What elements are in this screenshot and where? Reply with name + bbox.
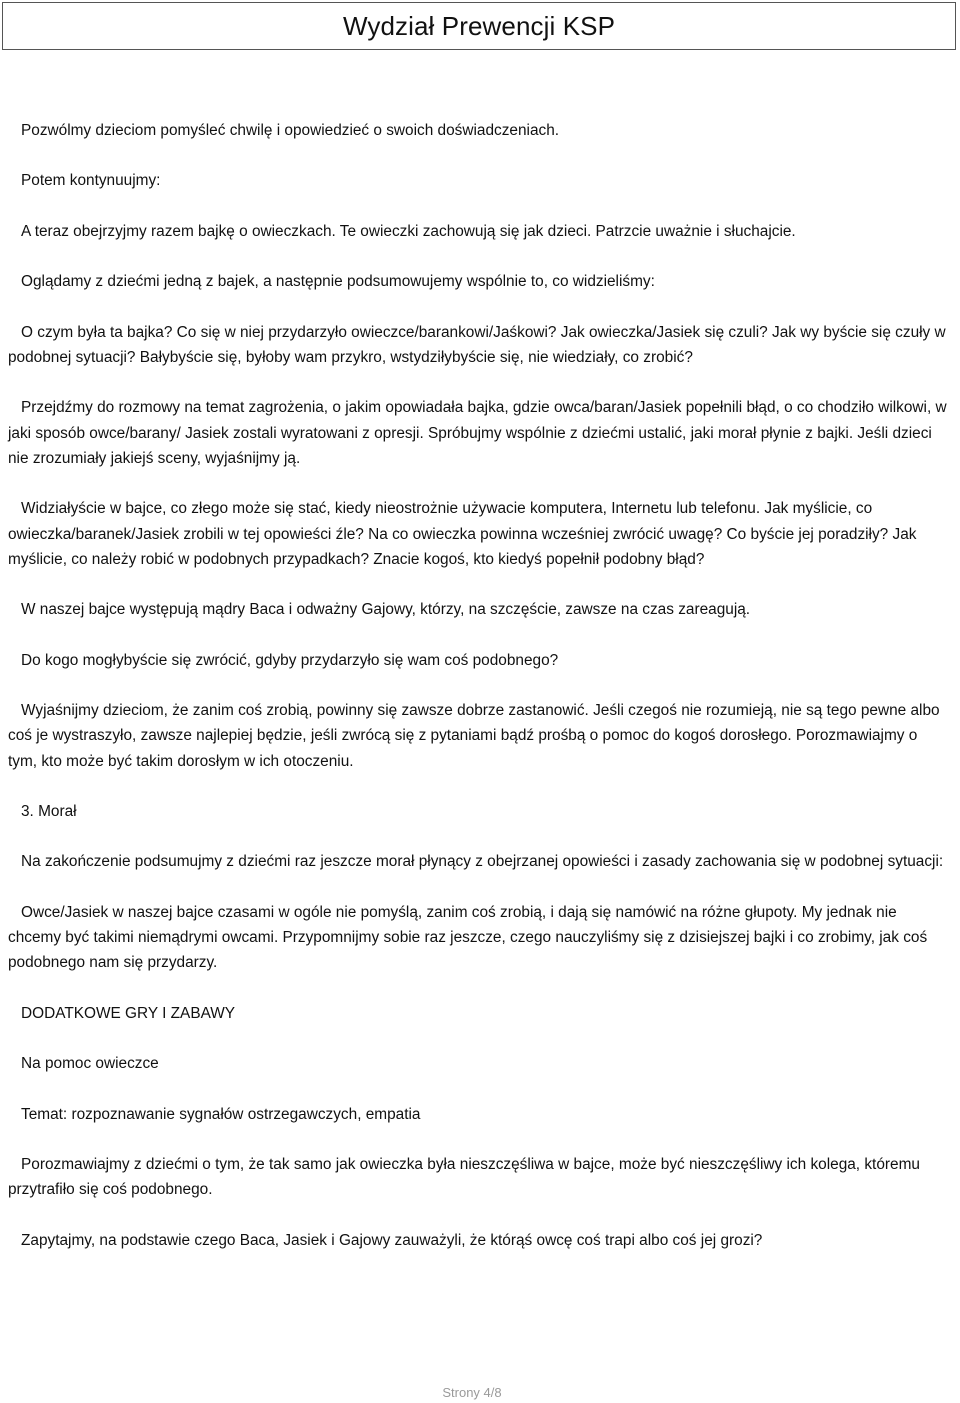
paragraph: Na zakończenie podsumujmy z dziećmi raz jeszcze morał płynący z obejrzanej opowieści i zasady zachowania się w podobnej sytuacji:	[21, 853, 944, 871]
paragraph: A teraz obejrzyjmy razem bajkę o owieczkach. Te owieczki zachowują się jak dzieci. Patrzcie uważnie i słuchajcie.	[21, 222, 796, 240]
paragraph: Pozwólmy dzieciom pomyśleć chwilę i opowiedzieć o swoich doświadczeniach.	[21, 122, 560, 139]
paragraph: Wyjaśnijmy dzieciom, że zanim coś zrobią, powinny się zawsze dobrze zastanowić. Jeśli czegoś nie rozumieją, nie są tego pewne albo coś je wystraszyło, zawsze najlepiej będzie, jeśli zwrócą się z pytaniami bądź prośbą o pomoc do kogoś dorosłego. Porozmawiajmy o tym, kto może być takim dorosłym w ich otoczeniu.	[8, 702, 940, 770]
document-body	[8, 118, 948, 1278]
paragraph: W naszej bajce występują mądry Baca i odważny Gajowy, którzy, na szczęście, zawsze na czas zareagują.	[21, 601, 751, 619]
page-number: Strony 4/8	[442, 1385, 502, 1400]
paragraph: Zapytajmy, na podstawie czego Baca, Jasiek i Gajowy zauważyli, że którąś owcę coś trapi albo coś jej grozi?	[21, 1231, 763, 1249]
section-heading-extra-games: DODATKOWE GRY I ZABAWY	[21, 1004, 236, 1022]
paragraph: Oglądamy z dziećmi jedną z bajek, a następnie podsumowujemy wspólnie to, co widzieliśmy:	[21, 273, 655, 291]
page-title: Wydział Prewencji KSP	[342, 10, 616, 41]
section-heading-moral: 3. Morał	[21, 802, 77, 820]
game-topic: Temat: rozpoznawanie sygnałów ostrzegawczych, empatia	[21, 1105, 421, 1123]
paragraph: O czym była ta bajka? Co się w niej przydarzyło owieczce/barankowi/Jaśkowi? Jak owieczka/Jasiek się czuli? Jak wy byście się czuły w podobnej sytuacji? Bałybyście się, byłoby wam przykro, wstydziłybyście się, nie wiedziały, co zrobić?	[8, 323, 946, 366]
page-header	[2, 2, 956, 50]
paragraph: Owce/Jasiek w naszej bajce czasami w ogóle nie pomyślą, zanim coś zrobią, i dają się namówić na różne głupoty. My jednak nie chcemy być takimi niemądrymi owcami. Przypomnijmy sobie raz jeszcze, czego nauczyliśmy się z dzisiejszej bajki i co zrobimy, jak coś podobnego nam się przydarzy.	[8, 903, 928, 972]
paragraph: Potem kontynuujmy:	[21, 172, 161, 190]
paragraph: Przejdźmy do rozmowy na temat zagrożenia, o jakim opowiadała bajka, gdzie owca/baran/Jasiek popełnili błąd, o co chodziło wilkowi, w jaki sposób owce/barany/ Jasiek zostali wyratowani z opresji. Spróbujmy wspólnie z dziećmi ustalić, jaki morał płynie z bajki. Jeśli dzieci nie zrozumiały jakiejś sceny, wyjaśnijmy ją.	[8, 399, 947, 467]
paragraph: Widziałyście w bajce, co złego może się stać, kiedy nieostrożnie używacie komputera, Internetu lub telefonu. Jak myślicie, co owieczka/baranek/Jasiek zrobili w tej opowieści źle? Na co owieczka powinna wcześniej zwrócić uwagę? Co byście jej poradziły? Jak myślicie, co należy robić w podobnych przypadkach? Znacie kogoś, kto kiedyś popełnił podobny błąd?	[8, 500, 917, 568]
game-title: Na pomoc owieczce	[21, 1055, 159, 1073]
paragraph: Do kogo mogłybyście się zwrócić, gdyby przydarzyło się wam coś podobnego?	[21, 651, 559, 669]
paragraph: Porozmawiajmy z dziećmi o tym, że tak samo jak owieczka była nieszczęśliwa w bajce, może być nieszczęśliwy ich kolega, któremu przytrafiło się coś podobnego.	[8, 1155, 920, 1199]
